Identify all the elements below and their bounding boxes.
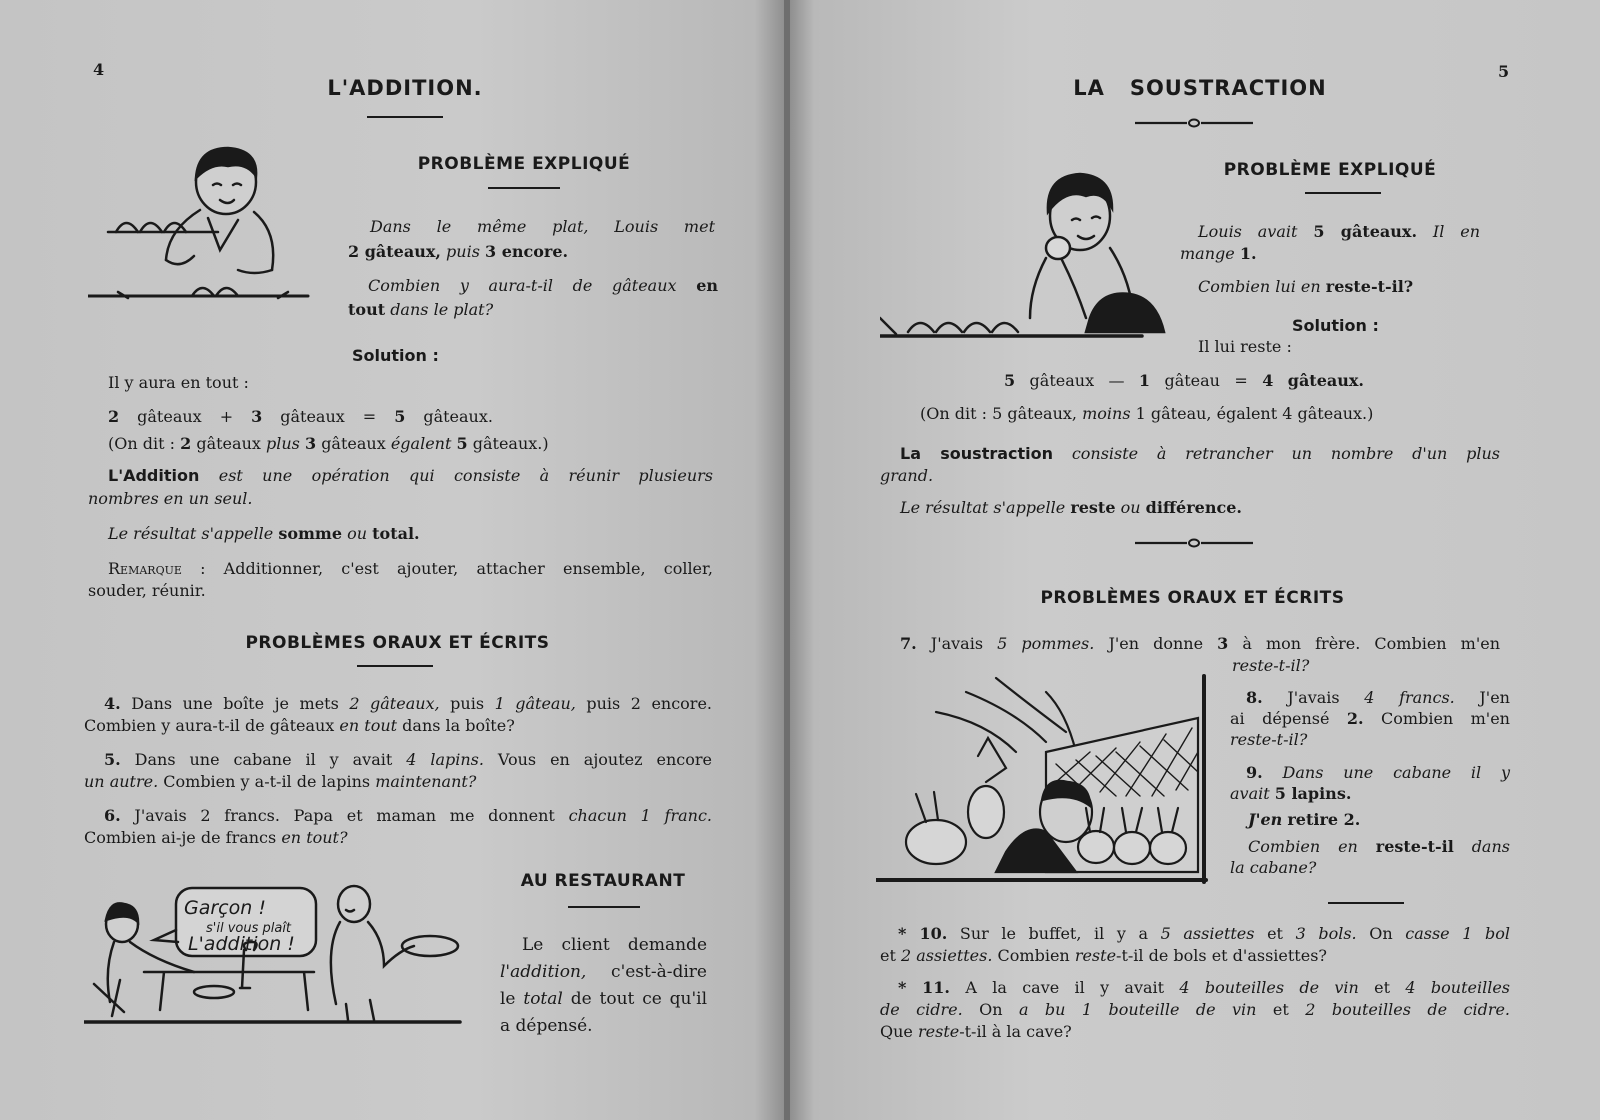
problem-11-line-2: de cidre. On a bu 1 bouteille de vin et 2 bouteilles de cidre. — [880, 1000, 1511, 1019]
bubble-line-2: s'il vous plaît — [206, 921, 292, 936]
solution-label: Solution : — [1292, 316, 1379, 335]
title-rule — [367, 116, 443, 118]
definition-line-1: L'Addition est une opération qui consiste à réunir plusieurs — [108, 466, 713, 485]
on-dit-line: (On dit : 2 gâteaux plus 3 gâteaux égalent 5 gâteaux.) — [108, 434, 549, 453]
problem-5-line-2: un autre. Combien y a-t-il de lapins maintenant? — [84, 772, 477, 791]
problem-8-line-3: reste-t-il? — [1230, 730, 1308, 749]
page-title: LA SOUSTRACTION — [1073, 76, 1327, 100]
remark-line-1: Remarque : Additionner, c'est ajouter, attacher ensemble, coller, — [108, 559, 713, 578]
restaurant-heading: AU RESTAURANT — [520, 871, 686, 891]
on-dit-line: (On dit : 5 gâteaux, moins 1 gâteau, égalent 4 gâteaux.) — [920, 404, 1374, 423]
problems-rule — [357, 665, 433, 667]
problem-10-line-1: * 10. Sur le buffet, il y a 5 assiettes et 3 bols. On casse 1 bol — [898, 924, 1510, 943]
restaurant-line-3: le total de tout ce qu'il — [500, 989, 708, 1009]
intro-line-1: Dans le même plat, Louis met — [370, 217, 715, 236]
problem-8-line-1: 8. J'avais 4 francs. J'en — [1246, 688, 1510, 707]
explained-rule — [488, 187, 560, 189]
page-number: 4 — [93, 60, 105, 79]
section-divider — [1135, 536, 1255, 550]
definition-line-1: La soustraction consiste à retrancher un nombre d'un plus — [900, 444, 1500, 463]
problem-6-line-2: Combien ai-je de francs en tout? — [84, 828, 348, 847]
problem-9-line-2: avait 5 lapins. — [1230, 784, 1352, 803]
result-line: Le résultat s'appelle somme ou total. — [108, 524, 420, 543]
solution-line: Il lui reste : — [1198, 337, 1292, 356]
problem-4-line-2: Combien y aura-t-il de gâteaux en tout dans la boîte? — [84, 716, 515, 735]
problem-11-line-1: * 11. A la cave il y avait 4 bouteilles de vin et 4 bouteilles — [898, 978, 1511, 997]
title-rule — [1135, 116, 1255, 130]
bubble-line-1: Garçon ! — [184, 897, 266, 919]
problem-9-line-1: 9. Dans une cabane il y — [1246, 763, 1510, 782]
rabbits-cabin-illustration — [876, 672, 1216, 887]
solution-line: Il y aura en tout : — [108, 373, 249, 392]
definition-line-2: nombres en un seul. — [88, 489, 253, 508]
problems-heading: PROBLÈMES ORAUX ET ÉCRITS — [1040, 588, 1345, 608]
boy-eating-cake-illustration — [880, 168, 1170, 348]
restaurant-line-4: a dépensé. — [500, 1016, 593, 1036]
problem-9-line-5: la cabane? — [1230, 858, 1317, 877]
restaurant-line-1: Le client demande — [522, 935, 707, 955]
problem-5-line-1: 5. Dans une cabane il y avait 4 lapins. Vous en ajoutez encore — [104, 750, 712, 769]
left-page — [0, 0, 786, 1120]
problem-4-line-1: 4. Dans une boîte je mets 2 gâteaux, puis 1 gâteau, puis 2 encore. — [104, 694, 713, 713]
problem-7-line-1: 7. J'avais 5 pommes. J'en donne 3 à mon frère. Combien m'en — [900, 634, 1501, 653]
problem-6-line-1: 6. J'avais 2 francs. Papa et maman me donnent chacun 1 franc. — [104, 806, 713, 825]
question-line-1: Combien y aura-t-il de gâteaux en — [368, 276, 718, 295]
problem-7-line-2: reste-t-il? — [1232, 656, 1310, 675]
remark-line-2: souder, réunir. — [88, 581, 206, 600]
explained-heading: PROBLÈME EXPLIQUÉ — [417, 154, 631, 174]
explained-rule — [1305, 192, 1381, 194]
problem-9-line-3: J'en retire 2. — [1248, 810, 1361, 829]
addition-equation: 2 gâteaux + 3 gâteaux = 5 gâteaux. — [108, 407, 493, 426]
right-page — [790, 0, 1600, 1120]
problem-10-line-2: et 2 assiettes. Combien reste-t-il de bols et d'assiettes? — [880, 946, 1327, 965]
result-line: Le résultat s'appelle reste ou différence. — [900, 498, 1242, 517]
problem-11-line-3: Que reste-t-il à la cave? — [880, 1022, 1072, 1041]
problems-rule — [1328, 902, 1404, 904]
question-line: Combien lui en reste-t-il? — [1198, 277, 1414, 296]
problem-9-line-4: Combien en reste-t-il dans — [1248, 837, 1510, 856]
restaurant-rule — [568, 906, 640, 908]
explained-heading: PROBLÈME EXPLIQUÉ — [1223, 160, 1437, 180]
subtraction-equation: 5 gâteaux — 1 gâteau = 4 gâteaux. — [1004, 371, 1364, 390]
restaurant-line-2: l'addition, c'est-à-dire — [500, 962, 707, 982]
boy-with-cakes-illustration — [88, 140, 318, 310]
intro-line-2: 2 gâteaux, puis 3 encore. — [348, 242, 569, 261]
page-number: 5 — [1498, 62, 1510, 81]
definition-line-2: grand. — [880, 466, 934, 485]
page-title: L'ADDITION. — [327, 76, 483, 100]
solution-label: Solution : — [352, 346, 439, 365]
intro-line-1: Louis avait 5 gâteaux. Il en — [1198, 222, 1481, 241]
problem-8-line-2: ai dépensé 2. Combien m'en — [1230, 709, 1510, 728]
bubble-line-3: L'addition ! — [188, 933, 295, 955]
question-line-2: tout dans le plat? — [348, 300, 494, 319]
intro-line-2: mange 1. — [1180, 244, 1257, 263]
restaurant-illustration — [84, 880, 474, 1030]
problems-heading: PROBLÈMES ORAUX ET ÉCRITS — [245, 633, 550, 653]
